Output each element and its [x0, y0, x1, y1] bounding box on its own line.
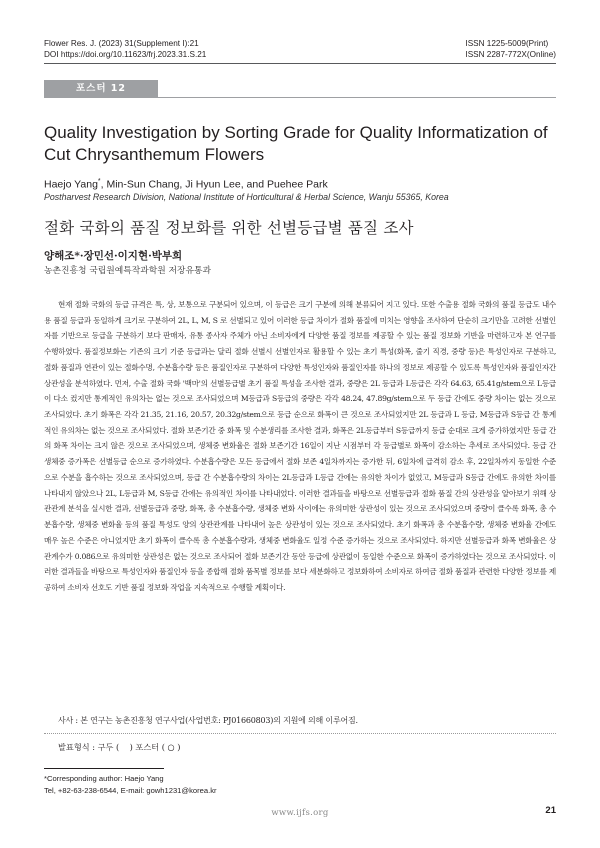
doi-line[interactable]: DOI https://doi.org/10.11623/frj.2023.31.S.21: [44, 50, 207, 59]
journal-website: www.ijfs.org: [271, 808, 329, 818]
co-authors: , Min-Sun Chang, Ji Hyun Lee, and Puehee Park: [100, 178, 328, 191]
section-divider: [44, 97, 556, 98]
journal-header-left: [44, 38, 206, 60]
dotted-divider: [44, 733, 556, 734]
abstract-body: 현재 절화 국화의 등급 규격은 특, 상, 보통으로 구분되어 있으며, 이 등급은 크기 구분에 의해 분류되어 지고 있다. 또한 수출용 절화 국화의 품질 등급도 내수용 품질 등급과 동일하게 크기로 구분하여 2L, L, M, S 로 선별되고 있어 이러한 등급 차이가 절화 품질에 미치는 영향을 조사하여 단순히 크기만을 고려한 선별인자를 기반으로 등급을 구분하기 보다 판매자, 유통 종사자 주체가 아닌 소비자에게 다양한 품질 정보를 제공할 수 있는 품질 정보화 기반을 마련하고자 본 연구를 수행하였다. 품질정보화는 기존의 크기 기준 등급과는 달리 절화 선별시 선별인자로 활용할 수 있는 초기 특성(화폭, 줄기 직경, 중량 등)은 특성인자로 구분하고, 절화 품질과 연관이 있는 절화수명, 수분흡수량 등은 품질인자로 구분하여 다양한 특성인자와 품질인자를 하나의 정보로 제공할 수 있도록 특성인자와 품질인자간 상관성을 분석하였다. 먼저, 수출 절화 국화 '백마'의 선별등급별 초기 품질 특성을 조사한 결과, 중량은 2L 등급과 L등급은 각각 64.63, 65.41g/stem으로 L등급이 다소 컸지만 통계적인 유의차는 없는 것으로 조사되었으며 M등급과 S등급의 중량은 각각 48.24, 47.89g/stem으로 두 등급 간에도 중량 차이는 없는 것으로 조사되었다. 초기 화폭은 각각 21.35, 21.16, 20.57, 20.32g/stem으로 등급 순으로 화폭이 큰 것으로 조사되었지만 2L 등급과 L 등급, M등급과 S등급 간 통계적인 유의차는 없는 것으로 조사되었다. 절화 보존기간 중 화폭 및 수분생리를 조사한 결과, 화폭은 2L등급부터 S등급까지 등급 순대로 크게 증가하였지만 등급 간의 화폭 차이는 크지 않은 것으로 조사되었으며, 생체중 변화율은 절화 보존기간 16일이 지난 시점부터 각 등급별로 화폭이 감소하는 추세로 조사되었다. 등급 간 생체중 증가폭은 선별등급 순으로 증가하였다. 수분흡수량은 모든 등급에서 절화 보존 4일차까지는 증가한 뒤, 6일차에 급격히 감소 후, 22일차까지 동일한 수준으로 수분을 흡수하는 것으로 조사되었으며, 등급 간 수분흡수량의 차이는 2L등급과 L등급 간에는 유의한 차이가 없었고, M등급과 S등급 간에도 유의한 차이를 나타내지 않았으나 2L, L등급과 M, S등급 간에는 유의적인 차이를 나타내었다. 이러한 결과들을 바탕으로 선별등급과 절화 품질 간의 상관성을 알아보기 위해 상관관계 분석을 실시한 결과, 선별등급과 중량, 화폭, 총 수분흡수량, 생체중 변화 사이에는 유의미한 상관성이 있는 것으로 조사되었으며 중량이 클수록 화폭, 총 수분흡수량, 생체중 변화율 등의 품질 특성도 양의 상관관계를 나타내어 높은 상관성이 있는 것으로 조사되었다. 초기 화폭과 총 수분흡수량, 생체중 변화율 간에도 매우 높은 수준은 아니었지만 초기 화폭이 클수록 총 수분흡수량과, 생체중 변화율도 일정 수준 증가하는 것으로 조사되었다. 하지만 선별등급과 화폭 변화율은 상관계수가 0.086으로 유의미한 상관성은 없는 것으로 조사되어 절화 보존기간 동안 등급에 상관없이 동일한 수준으로 화폭이 증가하였다는 것으로 조사되었다. 이러한 결과들을 바탕으로 특성인자와 품질인자 등을 종합해 절화 품목별 정보를 보다 세분화하고 정보화하여 소비자로 하여금 절화 품질과 관련한 다양한 정보를 제공하여 소비자 선호도 기반 품질 정보화 작업을 지속적으로 수행할 계획이다.: [44, 300, 556, 592]
affiliation-en: Postharvest Research Division, National Institute of Horticultural & Herbal Science, Wanju 55365, Korea: [44, 192, 449, 202]
corresponding-contact: Tel, +82-63-238-6544, E-mail: gowh1231@korea.kr: [44, 786, 217, 795]
authors-en: [44, 175, 328, 192]
paper-title-ko: 절화 국화의 품질 정보화를 위한 선별등급별 품질 조사: [44, 219, 414, 237]
affiliation-ko: 농촌진흥청 국립원예특작과학원 저장유통과: [44, 266, 212, 276]
issn-print: ISSN 1225-5009(Print): [465, 39, 549, 48]
section-tab: 포스터 12: [44, 80, 158, 97]
first-author: Haejo Yang: [44, 178, 98, 191]
page-number: 21: [545, 805, 556, 816]
header-divider: [44, 63, 556, 64]
journal-citation: Flower Res. J. (2023) 31(Supplement I):21: [44, 39, 199, 48]
journal-header-right: [465, 38, 556, 60]
corresponding-mark: *: [97, 178, 101, 185]
authors-ko: 양해조*·장민선·이지현·박부희: [44, 250, 183, 262]
paper-title-en: Quality Investigation by Sorting Grade for Quality Informatization of Cut Chrysanthemum Flowers: [44, 123, 548, 164]
corresponding-author: *Corresponding author: Haejo Yang: [44, 774, 164, 783]
acknowledgement: 사사 : 본 연구는 농촌진흥청 연구사업(사업번호: PJ01660803)의 지원에 의해 이루어짐.: [58, 716, 358, 725]
issn-online: ISSN 2287-772X(Online): [465, 50, 556, 59]
presentation-format: 발표형식 : 구두 ( ) 포스터 ( ○ ): [58, 742, 181, 752]
footnote-divider: [44, 768, 164, 769]
